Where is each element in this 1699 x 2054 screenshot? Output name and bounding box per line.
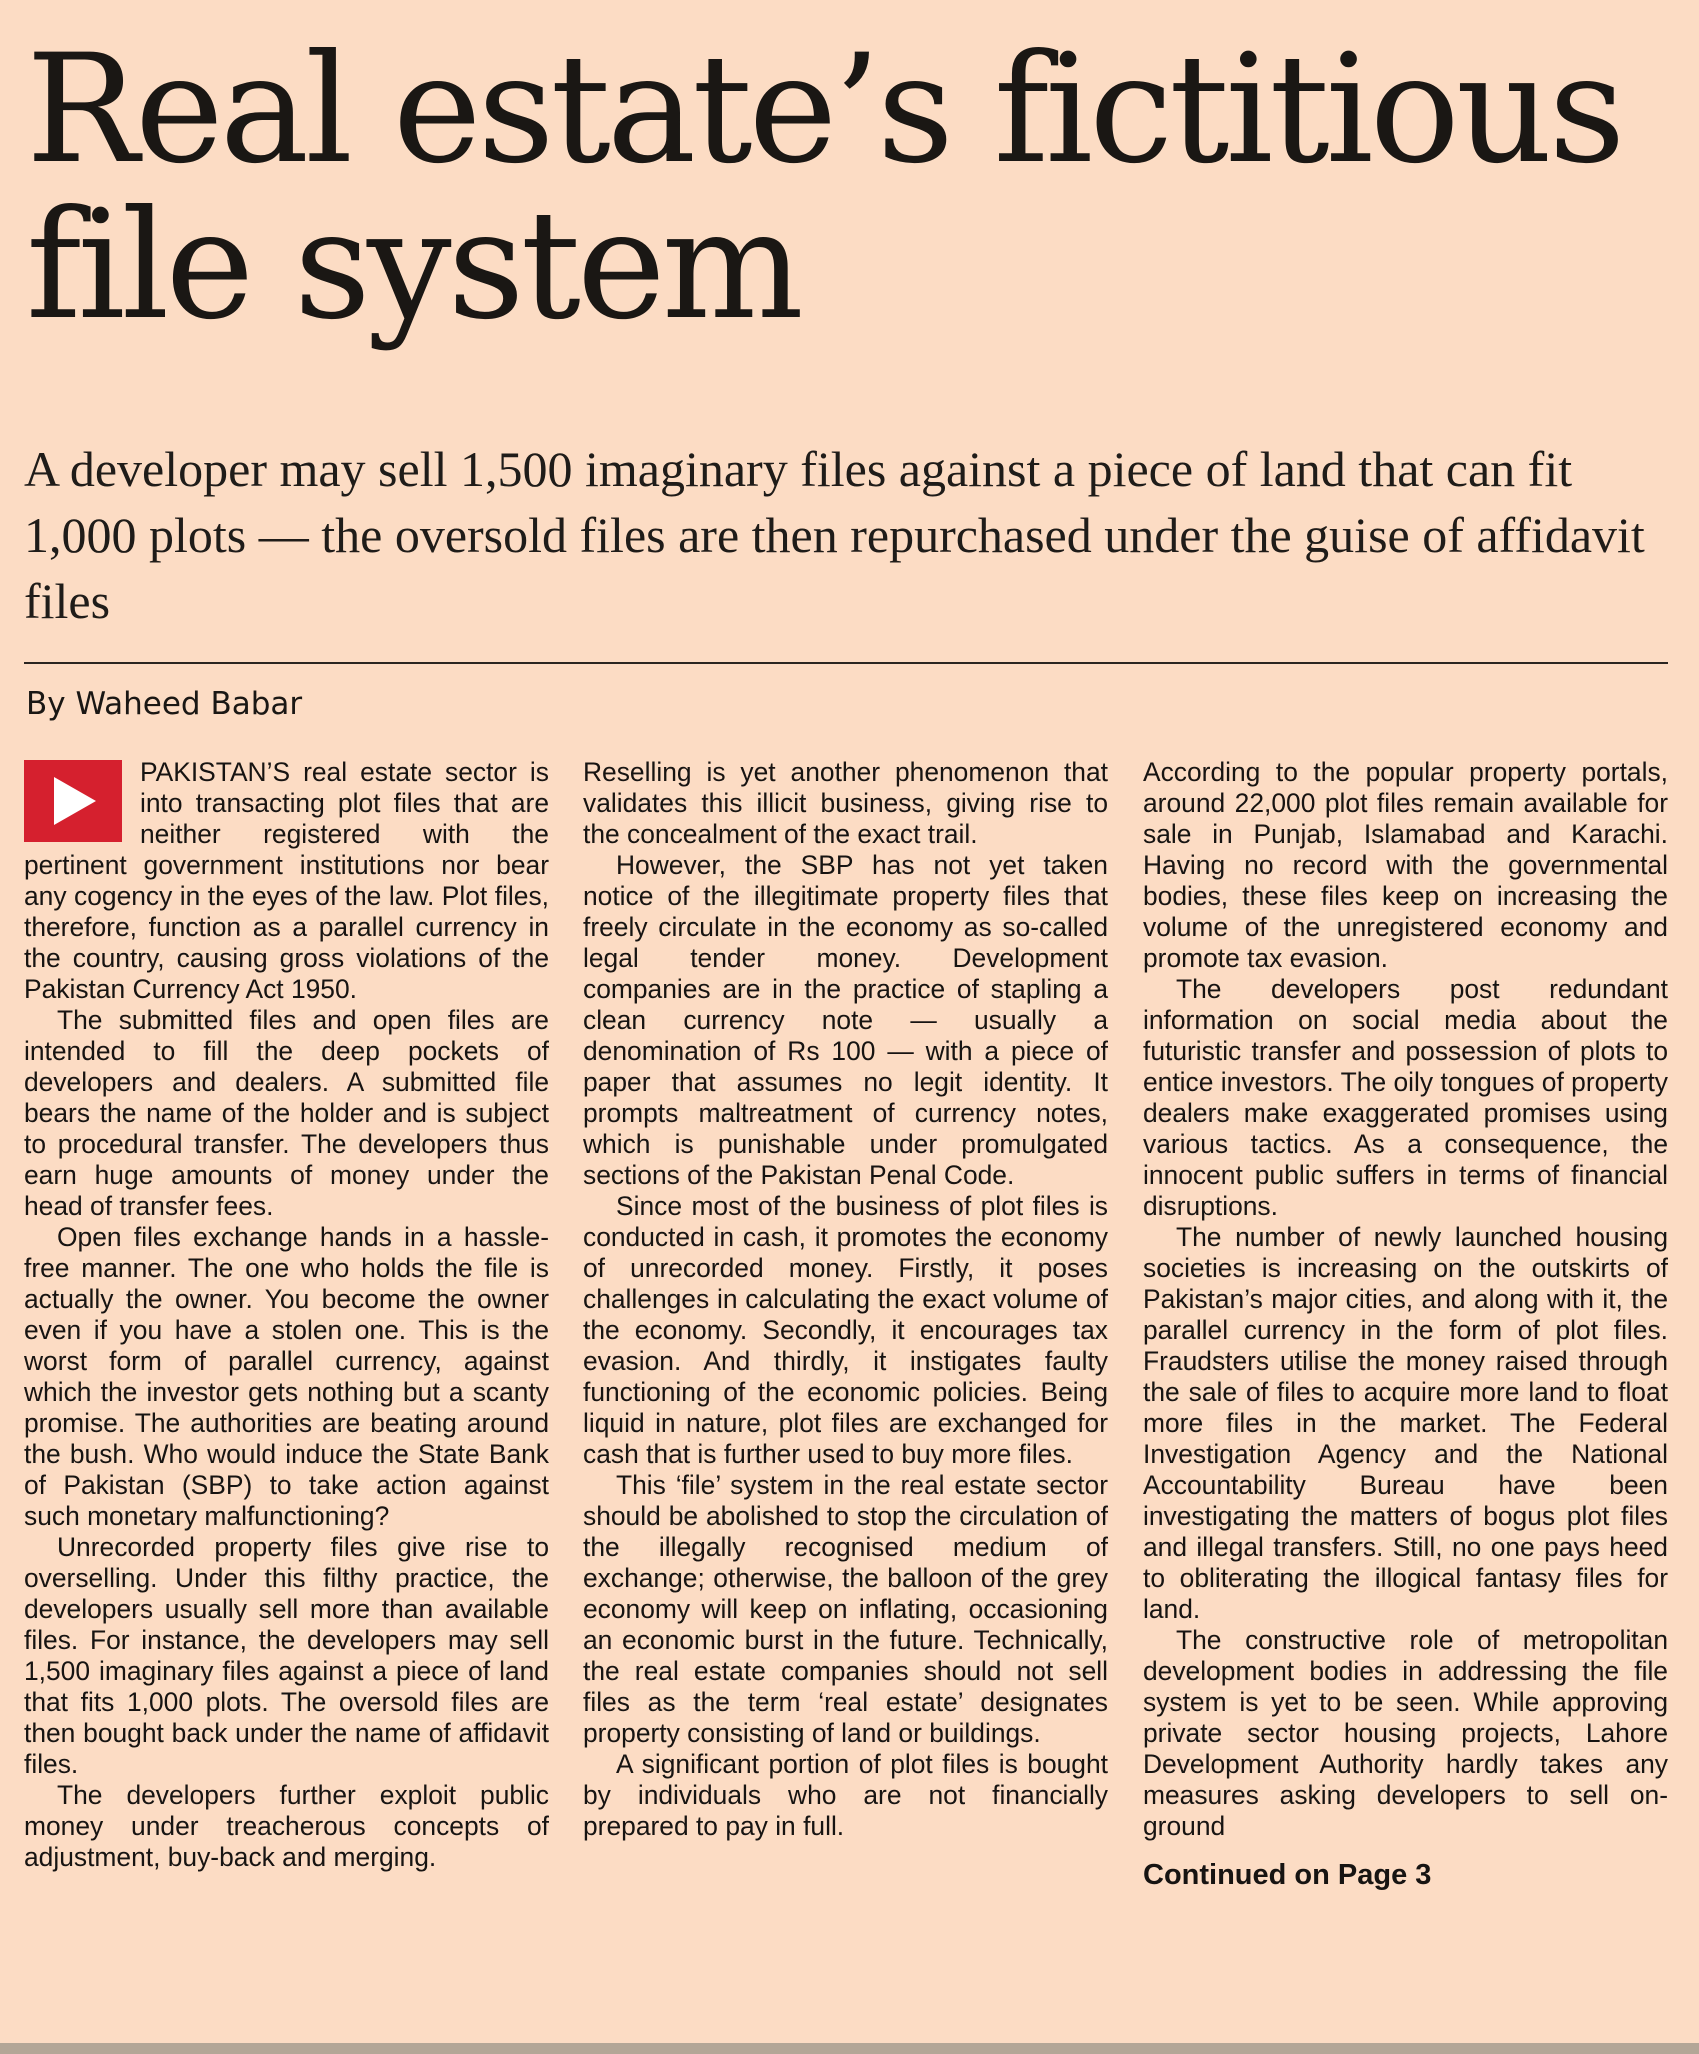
paragraph: According to the popular property portals, around 22,000 plot files remain available for sale in Punjab, Islamabad and Karachi. Having no record with the governmental bodies, these files keep on increasing the volume of the unregistered economy and promote tax evasion. xyxy=(1143,757,1668,973)
continued-on-page-link[interactable]: Continued on Page 3 xyxy=(1143,1859,1432,1891)
divider-rule xyxy=(24,662,1668,664)
paragraph: Since most of the business of plot files is conducted in cash, it promotes the economy of unrecorded money. Firstly, it poses challenges in calculating the exact volume of the economy. Secondly, it encourages tax evasion. And thirdly, it instigates faulty functioning of the economic policies. Being liquid in nature, plot files are exchanged for cash that is further used to buy more files. xyxy=(583,1191,1108,1469)
article-column-3 xyxy=(1143,757,1668,2017)
paragraph: A significant portion of plot files is bought by individuals who are not financially prepared to pay in full. xyxy=(583,1749,1108,1841)
paragraph: However, the SBP has not yet taken notice of the illegitimate property files that freely circulate in the economy as so-called legal tender money. Development companies are in the practice of stapling a clean currency note — usually a denomination of Rs 100 — with a piece of paper that assumes no legit identity. It prompts maltreatment of currency notes, which is punishable under promulgated sections of the Pakistan Penal Code. xyxy=(583,850,1108,1190)
paragraph: Unrecorded property files give rise to overselling. Under this filthy practice, the developers usually sell more than available files. For instance, the developers may sell 1,500 imaginary files against a piece of land that fits 1,000 plots. The oversold files are then bought back under the name of affidavit files. xyxy=(24,1532,549,1779)
paragraph: Open files exchange hands in a hassle-free manner. The one who holds the file is actually the owner. You become the owner even if you have a stolen one. This is the worst form of parallel currency, against which the investor gets nothing but a scanty promise. The authorities are beating around the bush. Who would induce the State Bank of Pakistan (SBP) to take action against such monetary malfunctioning? xyxy=(24,1222,549,1531)
paragraph: The constructive role of metropolitan development bodies in addressing the file system is yet to be seen. While approving private sector housing projects, Lahore Development Authority hardly takes any measures asking developers to sell on-ground xyxy=(1143,1625,1668,1841)
play-triangle-icon xyxy=(24,760,122,842)
article-column-2 xyxy=(583,757,1108,2017)
article-column-1 xyxy=(24,757,549,2017)
bottom-border xyxy=(0,2043,1699,2054)
paragraph: Reselling is yet another phenomenon that validates this illicit business, giving rise to the concealment of the exact trail. xyxy=(583,757,1108,849)
paragraph: PAKISTAN’S real estate sector is into transacting plot files that are neither registered with the pertinent government institutions nor bear any cogency in the eyes of the law. Plot files, therefore, function as a parallel currency in the country, causing gross violations of the Pakistan Currency Act 1950. xyxy=(24,757,549,1004)
paragraph: The number of newly launched housing societies is increasing on the outskirts of Pakistan’s major cities, and along with it, the parallel currency in the form of plot files. Fraudsters utilise the money raised through the sale of files to acquire more land to float more files in the market. The Federal Investigation Agency and the National Accountability Bureau have been investigating the matters of bogus plot files and illegal transfers. Still, no one pays heed to obliterating the illogical fantasy files for land. xyxy=(1143,1222,1668,1624)
paragraph: This ‘file’ system in the real estate sector should be abolished to stop the circulation of the illegally recognised medium of exchange; otherwise, the balloon of the grey economy will keep on inflating, occasioning an economic burst in the future. Technically, the real estate companies should not sell files as the term ‘real estate’ designates property consisting of land or buildings. xyxy=(583,1470,1108,1748)
byline: By Waheed Babar xyxy=(26,686,303,722)
paragraph: The developers post redundant information on social media about the futuristic transfer and possession of plots to entice investors. The oily tongues of property dealers make exaggerated promises using various tactics. As a consequence, the innocent public suffers in terms of financial disruptions. xyxy=(1143,974,1668,1221)
paragraph: The submitted files and open files are intended to fill the deep pockets of developers and dealers. A submitted file bears the name of the holder and is subject to procedural transfer. The developers thus earn huge amounts of money under the head of transfer fees. xyxy=(24,1005,549,1221)
headline: Real estate’s fictitious file system xyxy=(26,23,1622,353)
deck-subheadline: A developer may sell 1,500 imaginary files against a piece of land that can fit 1,000 plots — the oversold files are then repurchased under the guise of affidavit files xyxy=(24,441,1645,629)
paragraph: The developers further exploit public money under treacherous concepts of adjustment, buy-back and merging. xyxy=(24,1780,549,1872)
